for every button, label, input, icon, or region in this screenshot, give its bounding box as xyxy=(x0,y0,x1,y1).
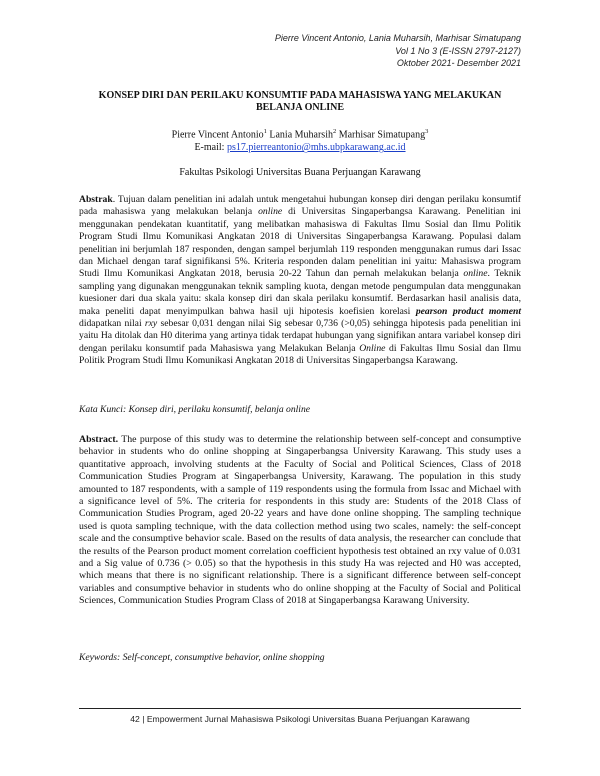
abstract-id-text-4: didapatkan nilai xyxy=(79,318,145,330)
abstract-indonesian xyxy=(79,194,521,368)
author-1-sup: 1 xyxy=(263,128,267,135)
header-volume: Vol 1 No 3 (E-ISSN 2797-2127) xyxy=(395,45,521,56)
affiliation: Fakultas Psikologi Universitas Buana Perjuangan Karawang xyxy=(179,167,421,178)
abstract-en-body: The purpose of this study was to determine the relationship between self-concept and consumptive behavior in students who do online shopping at Singaperbangsa University Karawang. This study uses a quantitative approach, involving students at the Faculty of Social and Political Sciences, Class of 2018 Communication Studies Program at Singaperbangsa University, Karawang. The population in this study amounted to 187 respondents, with a sample of 119 respondents using the formula from Issac and Michael with a significance level of 5%. The criteria for respondents in this study are: Students of the 2018 Class of Communication Studies Program, aged 20-22 years and have done online shopping. The sampling technique used is quota sampling technique, with the data collection method using two scales, namely: the self-concept scale and the consumptive behavior scale. Based on the results of data analysis, the researcher can conclude that the results of the Pearson product moment correlation coefficient hypothesis test obtained an rxy value of 0.031 and a Sig value of 0.736 (> 0.05) so that the hypothesis in this study Ha was rejected and H0 was accepted, which means that there is no significant relationship. There is a significant difference between self-concept variables and consumptive behavior in students who do online shopping at the Faculty of Social and Political Sciences, Communication Studies Program Class of 2018 at Singaperbangsa Karawang University. xyxy=(79,434,521,607)
footer-divider xyxy=(79,708,521,709)
abstract-id-ppm: pearson product moment xyxy=(415,305,521,317)
author-3: Marhisar Simatupang xyxy=(338,129,426,141)
abstract-id-rxy: rxy xyxy=(144,318,158,330)
abstract-id-text-1: . Tujuan dalam penelitian ini adalah untuk mengetahui hubungan konsep diri dengan perilaku konsumtif pada mahasiswa yang melakukan belanja xyxy=(79,194,521,218)
abstract-english xyxy=(79,434,521,608)
abstract-en-label: Abstract. xyxy=(79,434,119,445)
abstract-id-label: Abstrak xyxy=(79,194,113,205)
paper-title: KONSEP DIRI DAN PERILAKU KONSUMTIF PADA MAHASISWA YANG MELAKUKAN BELANJA ONLINE xyxy=(98,90,502,113)
email-link[interactable]: ps17.pierreantonio@mhs.ubpkarawang.ac.id xyxy=(226,142,406,154)
author-3-sup: 3 xyxy=(425,128,429,135)
email-line xyxy=(79,141,521,154)
author-block xyxy=(79,125,521,154)
abstract-id-text-3: . Teknik sampling yang digunakan menggunakan teknik sampling kuota, dengan metode pengumpulan data menggunakan kuesioner dari dua skala yaitu: skala konsep diri dan skala perilaku konsumtif. Berdasarkan hasil analisis data, maka peneliti dapat menyimpulkan bahwa hasil uji hipotesis koefisien korelasi xyxy=(79,268,521,317)
abstract-id-text-6: di Fakultas Ilmu Sosial dan Ilmu Politik Program Studi Ilmu Komunikasi Angkatan 2018 di Universitas Singaperbangsa Karawang. xyxy=(79,342,522,367)
author-line xyxy=(79,125,521,141)
header-authors: Pierre Vincent Antonio, Lania Muharsih, Marhisar Simatupang xyxy=(274,33,521,43)
author-2: Lania Muharsih xyxy=(269,129,333,141)
abstract-id-online-3: Online xyxy=(359,342,386,354)
header-date: Oktober 2021- Desember 2021 xyxy=(396,58,521,68)
email-label: E-mail: xyxy=(194,142,225,154)
page-footer: 42 | Empowerment Jurnal Mahasiswa Psikologi Universitas Buana Perjuangan Karawang xyxy=(130,714,470,724)
keywords-indonesian: Kata Kunci: Konsep diri, perilaku konsumtif, belanja online xyxy=(79,404,311,415)
abstract-id-text-2: di Universitas Singaperbangsa Karawang. Penelitian ini menggunakan pendekatan kuantitatif, yang melibatkan mahasiswa di Fakultas Ilmu Sosial dan Ilmu Politik Program Studi Ilmu Komunikasi Angkatan 2018 di Universitas Singaperbangsa Karawang. Populasi dalam penelitian ini berjumlah 187 responden, dengan sampel berjumlah 119 responden menggunakan rumus dari Issac dan Michael dengan taraf signifikansi 5%. Kriteria responden dalam penelitian ini yaitu: Mahasiswa program Studi Ilmu Komunikasi Angkatan 2018, berusia 20-22 Tahun dan pernah melakukan belanja xyxy=(79,206,521,280)
abstract-id-text-5: sebesar 0,031 dengan nilai Sig sebesar 0,736 (>0,05) sehingga hipotesis pada penelitian ini yaitu Ha ditolak dan H0 diterima yang artinya tidak terdapat hubungan yang signifikan antara variabel konsep diri dengan perilaku konsumtif pada Mahasiswa yang Melakukan Belanja xyxy=(79,318,521,354)
author-2-sup: 2 xyxy=(332,128,337,135)
abstract-id-online-1: online xyxy=(258,206,283,218)
abstract-id-online-2: online xyxy=(463,268,488,280)
running-header xyxy=(201,32,521,70)
keywords-english: Keywords: Self-concept, consumptive behavior, online shopping xyxy=(79,652,325,663)
author-1: Pierre Vincent Antonio xyxy=(171,129,264,141)
